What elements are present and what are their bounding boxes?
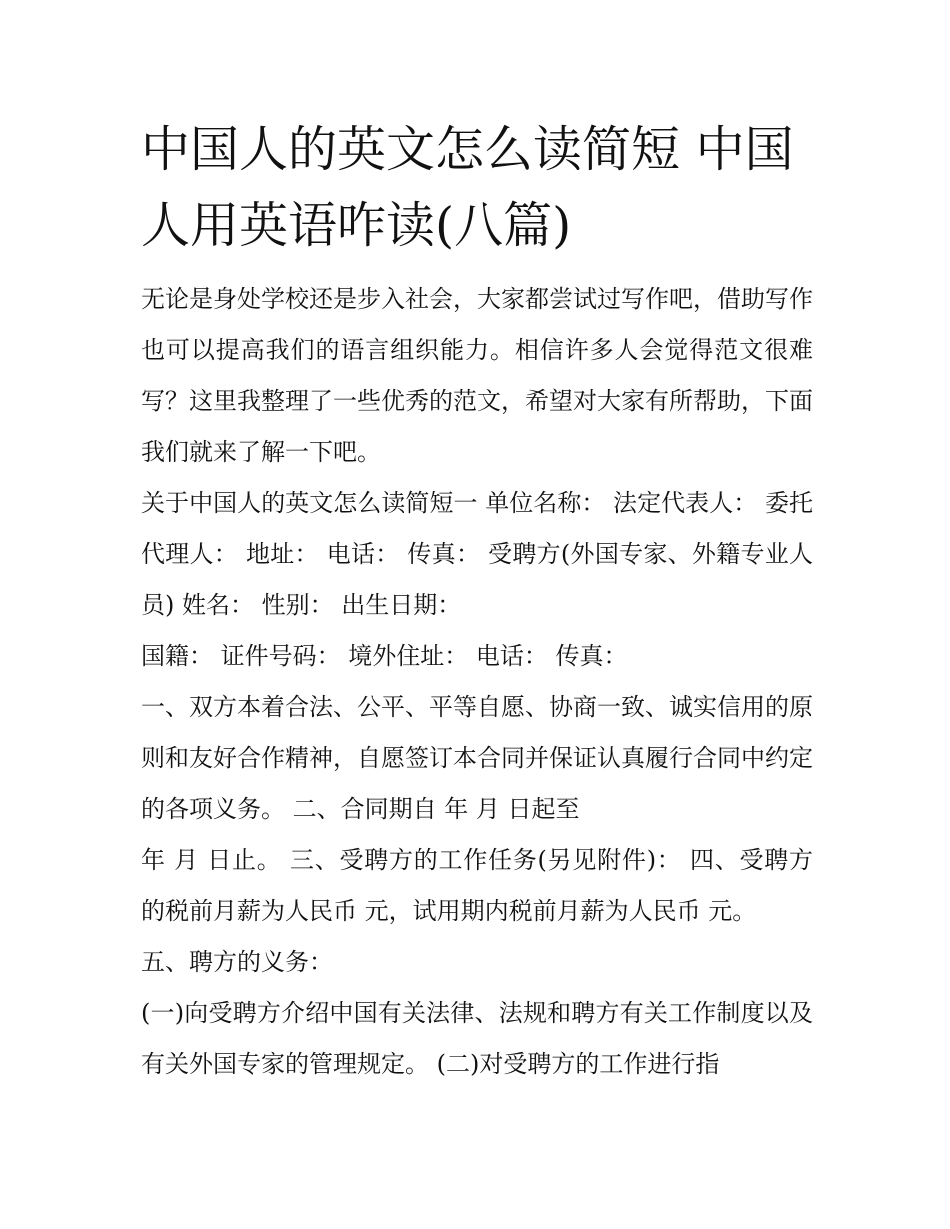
document-title: 中国人的英文怎么读简短 中国人用英语咋读(八篇) xyxy=(141,121,794,254)
nationality-paragraph: 国籍： 证件号码： 境外住址： 电话： 传真： xyxy=(141,642,628,670)
clause-five-items-paragraph: (一)向受聘方介绍中国有关法律、法规和聘方有关工作制度以及有关外国专家的管理规定。 (二)对受聘方的工作进行指 xyxy=(141,999,813,1078)
contract-parties-paragraph: 关于中国人的英文怎么读简短一 单位名称： 法定代表人： 委托代理人： 地址： 电话： 传真： 受聘方(外国专家、外籍专业人员) 姓名： 性别： 出生日期： xyxy=(141,489,813,619)
clause-term-paragraph: 年 月 日止。 三、受聘方的工作任务(另见附件)： 四、受聘方的税前月薪为人民币 元，试用期内税前月薪为人民币 元。 xyxy=(141,846,813,925)
clause-five-heading: 五、聘方的义务： xyxy=(141,948,333,976)
document-page xyxy=(141,112,813,1090)
clause-one-paragraph: 一、双方本着合法、公平、平等自愿、协商一致、诚实信用的原则和友好合作精神，自愿签订本合同并保证认真履行合同中约定的各项义务。 二、合同期自 年 月 日起至 xyxy=(141,693,813,823)
intro-paragraph: 无论是身处学校还是步入社会，大家都尝试过写作吧，借助写作也可以提高我们的语言组织能力。相信许多人会觉得范文很难写？这里我整理了一些优秀的范文，希望对大家有所帮助，下面我们就来了解一下吧。 xyxy=(141,285,813,466)
